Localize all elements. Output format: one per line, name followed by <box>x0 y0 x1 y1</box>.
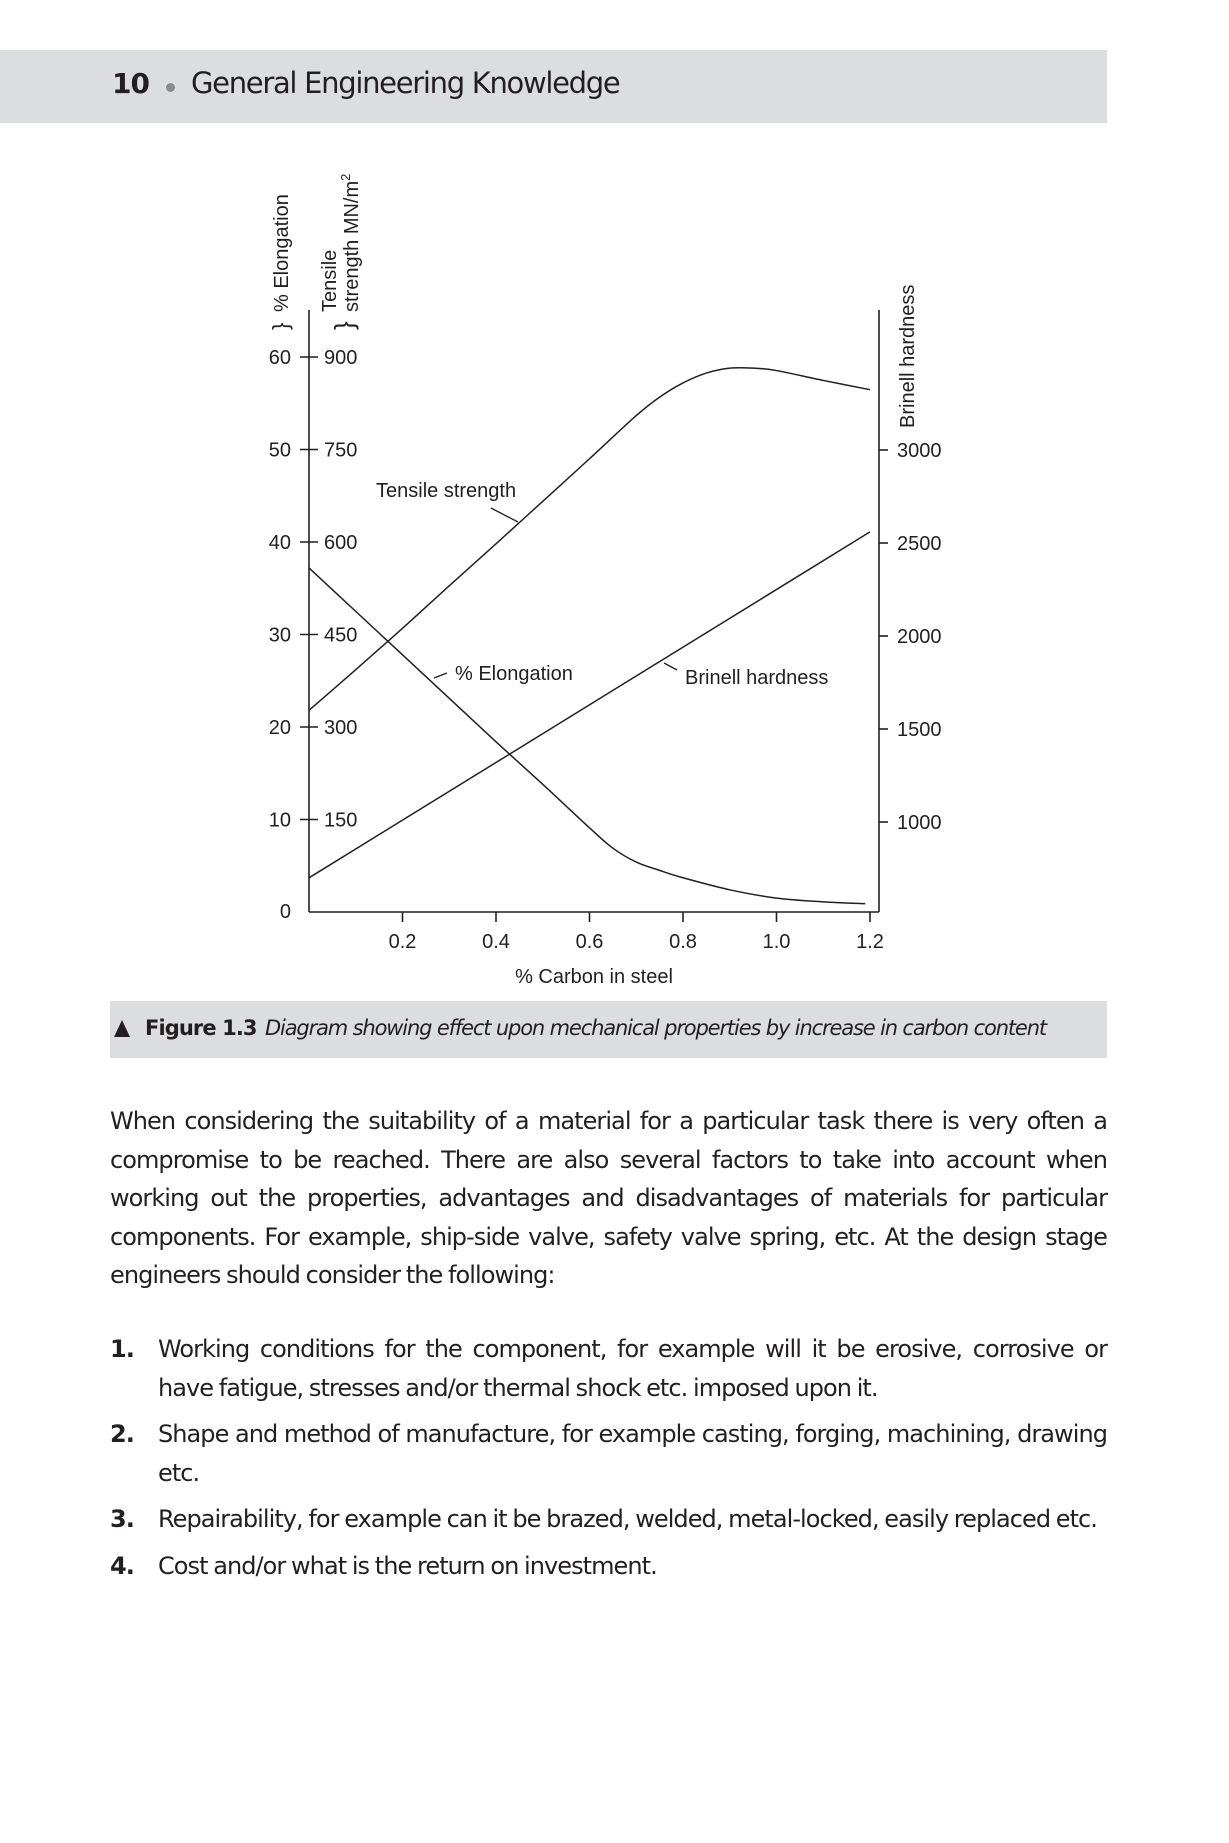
elongation-tick-label: 50 <box>268 439 291 462</box>
brinell-tick-label: 2000 <box>897 626 942 648</box>
tensile-strength-annotation: Tensile strength <box>376 480 517 502</box>
x-axis-title: % Carbon in steel <box>515 966 673 988</box>
chart-series <box>309 368 870 904</box>
elongation-annotation: % Elongation <box>455 663 573 685</box>
list-item <box>110 1500 1107 1539</box>
triangle-up-icon <box>114 1020 130 1037</box>
list-item-number: 1. <box>110 1335 134 1363</box>
elongation-line <box>309 568 865 904</box>
tensile-tick-label: 300 <box>324 717 358 739</box>
list-item-number: 4. <box>110 1551 134 1580</box>
brinell-axis-title: Brinell hardness <box>897 284 919 428</box>
chart-labels <box>268 174 942 988</box>
brinell-tick-label: 3000 <box>897 440 942 462</box>
brinell-tick-label: 2500 <box>897 533 942 555</box>
brinell-tick-label: 1500 <box>897 719 942 741</box>
brace-icon: } <box>268 322 293 330</box>
page-number: 10 <box>112 67 149 100</box>
brinell-hardness-line <box>309 532 870 878</box>
brinell-leader-line <box>664 663 677 670</box>
brinell-annotation: Brinell hardness <box>685 667 829 689</box>
tensile-axis-title-line2: strength $MN/m^2$ <box>338 173 363 312</box>
considerations-list <box>110 1330 1107 1593</box>
brinell-tick-label: 1000 <box>897 812 942 834</box>
figure-caption-text: Diagram showing effect upon mechanical properties by increase in carbon content <box>265 1016 1046 1040</box>
elongation-tick-label: 10 <box>268 809 291 832</box>
elongation-axis-title: % Elongation <box>271 194 293 312</box>
tensile-tick-label: 900 <box>324 347 358 369</box>
list-item-text: Shape and method of manufacture, for example casting, forging, machining, drawing etc. <box>158 1420 1107 1487</box>
x-tick-label: 1.2 <box>856 931 884 953</box>
list-item-text: Cost and/or what is the return on investment. <box>158 1551 657 1580</box>
list-item-number: 3. <box>110 1505 134 1533</box>
elongation-axis-title-group <box>268 194 293 330</box>
elongation-tick-label: 20 <box>268 717 291 739</box>
chart-axes <box>300 310 888 922</box>
tensile-tick-label: 450 <box>324 624 358 647</box>
tensile-axis-title-group <box>319 174 363 330</box>
elongation-leader-line <box>434 673 447 678</box>
x-tick-label: 0.4 <box>482 931 510 953</box>
list-item-text: Repairability, for example can it be brazed, welded, metal-locked, easily replaced etc. <box>158 1505 1097 1533</box>
list-item <box>110 1330 1107 1407</box>
tensile-tick-label: 600 <box>324 532 358 554</box>
body-paragraph: When considering the suitability of a material for a particular task there is very often a compromise to be reached. There are also several factors to take into account when working out the properties, advantages and disadvantages of materials for particular components. For example, ship-side valve, safety valve spring, etc. At the design stage engineers should consider the following: <box>110 1107 1107 1289</box>
list-item <box>110 1415 1107 1492</box>
x-tick-label: 0.8 <box>669 931 697 953</box>
brace-icon: } <box>329 321 359 330</box>
list-item-number: 2. <box>110 1420 134 1448</box>
figure-caption <box>110 1001 1107 1058</box>
tensile-tick-label: 150 <box>324 809 358 832</box>
x-tick-label: 1.0 <box>762 931 791 953</box>
brinell-axis-title-group <box>897 285 919 428</box>
tensile-leader-line <box>491 508 518 522</box>
superscript: 2 <box>338 173 353 181</box>
elongation-tick-label: 60 <box>268 347 291 369</box>
tensile-strength-line <box>309 368 870 711</box>
x-tick-label: 0.6 <box>575 931 604 953</box>
list-item <box>110 1547 1107 1586</box>
list-item-text: Working conditions for the component, for example will it be erosive, corrosive or have fatigue, stresses and/or thermal shock etc. imposed upon it. <box>158 1335 1107 1402</box>
tensile-axis-title-line1: Tensile <box>319 249 341 312</box>
tensile-tick-label: 750 <box>324 439 358 462</box>
elongation-tick-label: 40 <box>268 532 291 554</box>
origin-tick-label: 0 <box>279 901 291 923</box>
book-title: General Engineering Knowledge <box>191 66 620 100</box>
x-tick-label: 0.2 <box>388 931 417 953</box>
figure-label: Figure 1.3 <box>145 1016 257 1040</box>
elongation-tick-label: 30 <box>268 624 291 647</box>
